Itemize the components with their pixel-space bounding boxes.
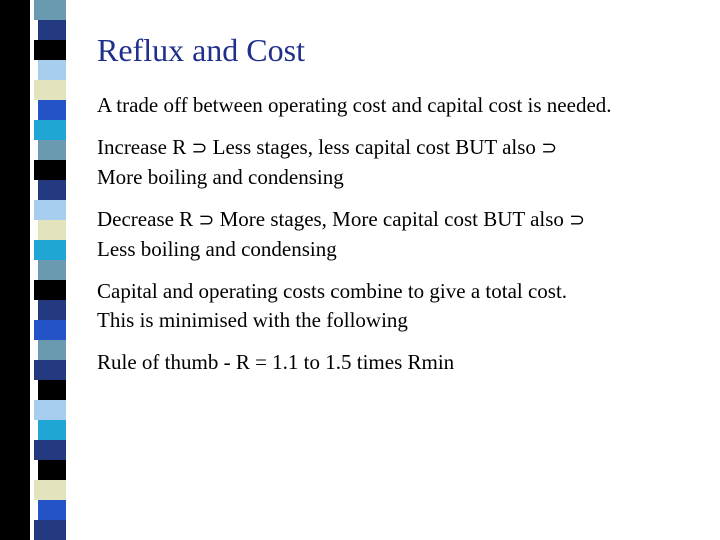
implies-icon: ⊃: [198, 209, 215, 231]
stripe-segment: [34, 160, 66, 180]
bullet-list: [97, 91, 707, 390]
stripe-segment: [38, 380, 66, 400]
stripe-segment: [34, 440, 66, 460]
stripe-segment: [38, 340, 66, 360]
bullet-line: More boiling and condensing: [97, 165, 344, 189]
implies-icon: ⊃: [569, 209, 586, 231]
stripe-segment: [38, 260, 66, 280]
stripe-segment: [38, 420, 66, 440]
stripe-segment: [34, 360, 66, 380]
stripe-segment: [34, 80, 66, 100]
stripe-segment: [34, 200, 66, 220]
stripe-segment: [34, 520, 66, 540]
bullet-text: Increase R: [97, 135, 192, 159]
stripe-segment: [38, 180, 66, 200]
stripe-segment: [34, 120, 66, 140]
implies-icon: ⊃: [191, 137, 208, 159]
bullet-line: [97, 205, 707, 235]
bullet-line: Capital and operating costs combine to give a total cost.: [97, 279, 568, 303]
decorative-stripe-bar: [0, 0, 72, 540]
stripe-segment: [38, 500, 66, 520]
stripe-segment: [38, 60, 66, 80]
stripe-segment: [38, 300, 66, 320]
stripe-segment: [34, 320, 66, 340]
bullet-item: [97, 133, 707, 192]
bullet-line: Less boiling and condensing: [97, 237, 337, 261]
stripe-segment: [38, 140, 66, 160]
stripe-segment: [34, 280, 66, 300]
stripe-segment: [34, 240, 66, 260]
stripe-black-edge: [0, 0, 30, 540]
slide-title: Reflux and Cost: [97, 32, 305, 68]
bullet-item: [97, 277, 707, 335]
bullet-text: Decrease R: [97, 207, 199, 231]
stripe-segment: [34, 40, 66, 60]
stripe-segment: [38, 100, 66, 120]
bullet-item: [97, 348, 707, 377]
stripe-segment: [38, 460, 66, 480]
stripe-segment: [34, 400, 66, 420]
bullet-line: A trade off between operating cost and capital cost is needed.: [97, 93, 612, 117]
bullet-line: This is minimised with the following: [97, 308, 408, 332]
stripe-segment: [34, 0, 66, 20]
bullet-line: Rule of thumb - R = 1.1 to 1.5 times Rmin: [97, 350, 455, 374]
stripe-segment: [38, 220, 66, 240]
stripe-segment: [34, 480, 66, 500]
bullet-item: [97, 205, 707, 264]
implies-icon: ⊃: [541, 137, 558, 159]
bullet-item: [97, 91, 707, 120]
bullet-text: More stages, More capital cost BUT also: [214, 207, 570, 231]
stripe-segment: [38, 20, 66, 40]
bullet-text: Less stages, less capital cost BUT also: [207, 135, 542, 159]
bullet-line: [97, 133, 707, 163]
